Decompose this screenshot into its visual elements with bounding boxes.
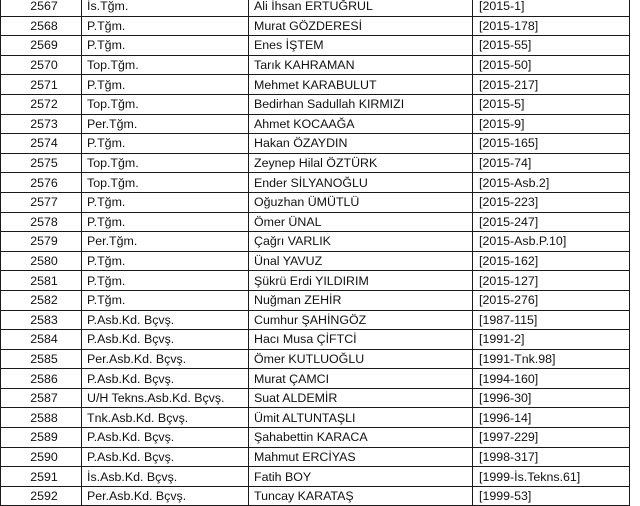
rank-cell: P.Asb.Kd. Bçvş.: [82, 310, 249, 330]
personnel-table-body: [1, 0, 630, 506]
row-number-cell: 2591: [1, 467, 82, 487]
rank-cell: İs.Tğm.: [82, 0, 249, 16]
table-row: [1, 467, 630, 487]
table-row: [1, 114, 630, 134]
row-number-cell: 2592: [1, 486, 82, 506]
rank-cell: P.Tğm.: [82, 16, 249, 36]
full-name-cell: Tarık KAHRAMAN: [249, 55, 473, 75]
table-row: [1, 134, 630, 154]
rank-cell: Tnk.Asb.Kd. Bçvş.: [82, 408, 249, 428]
rank-cell: İs.Asb.Kd. Bçvş.: [82, 467, 249, 487]
full-name-cell: Ender SİLYANOĞLU: [249, 173, 473, 193]
table-row: [1, 349, 630, 369]
table-row: [1, 251, 630, 271]
table-row: [1, 428, 630, 448]
rank-cell: Per.Asb.Kd. Bçvş.: [82, 486, 249, 506]
rank-cell: Per.Tğm.: [82, 232, 249, 252]
row-number-cell: 2574: [1, 134, 82, 154]
full-name-cell: Mahmut ERCİYAS: [249, 447, 473, 467]
full-name-cell: Ömer ÜNAL: [249, 212, 473, 232]
full-name-cell: Ahmet KOCAAĞA: [249, 114, 473, 134]
rank-cell: P.Asb.Kd. Bçvş.: [82, 330, 249, 350]
rank-cell: P.Asb.Kd. Bçvş.: [82, 428, 249, 448]
row-number-cell: 2576: [1, 173, 82, 193]
rank-cell: Per.Asb.Kd. Bçvş.: [82, 349, 249, 369]
table-row: [1, 310, 630, 330]
full-name-cell: Suat ALDEMİR: [249, 388, 473, 408]
row-number-cell: 2573: [1, 114, 82, 134]
full-name-cell: Enes İŞTEM: [249, 36, 473, 56]
registry-code-cell: [2015-276]: [473, 290, 630, 310]
registry-code-cell: [2015-9]: [473, 114, 630, 134]
full-name-cell: Şahabettin KARACA: [249, 428, 473, 448]
registry-code-cell: [2015-50]: [473, 55, 630, 75]
rank-cell: Top.Tğm.: [82, 173, 249, 193]
table-row: [1, 192, 630, 212]
row-number-cell: 2578: [1, 212, 82, 232]
row-number-cell: 2584: [1, 330, 82, 350]
table-row: [1, 16, 630, 36]
row-number-cell: 2588: [1, 408, 82, 428]
table-row: [1, 369, 630, 389]
row-number-cell: 2580: [1, 251, 82, 271]
rank-cell: P.Tğm.: [82, 134, 249, 154]
rank-cell: P.Tğm.: [82, 290, 249, 310]
row-number-cell: 2568: [1, 16, 82, 36]
table-row: [1, 486, 630, 506]
rank-cell: P.Asb.Kd. Bçvş.: [82, 369, 249, 389]
row-number-cell: 2583: [1, 310, 82, 330]
row-number-cell: 2579: [1, 232, 82, 252]
full-name-cell: Zeynep Hilal ÖZTÜRK: [249, 153, 473, 173]
rank-cell: P.Asb.Kd. Bçvş.: [82, 447, 249, 467]
full-name-cell: Mehmet KARABULUT: [249, 75, 473, 95]
rank-cell: Top.Tğm.: [82, 94, 249, 114]
row-number-cell: 2589: [1, 428, 82, 448]
registry-code-cell: [1991-Tnk.98]: [473, 349, 630, 369]
table-row: [1, 290, 630, 310]
row-number-cell: 2587: [1, 388, 82, 408]
table-row: [1, 36, 630, 56]
row-number-cell: 2575: [1, 153, 82, 173]
registry-code-cell: [2015-1]: [473, 0, 630, 16]
registry-code-cell: [2015-217]: [473, 75, 630, 95]
registry-code-cell: [1987-115]: [473, 310, 630, 330]
rank-cell: Top.Tğm.: [82, 153, 249, 173]
registry-code-cell: [1991-2]: [473, 330, 630, 350]
full-name-cell: Tuncay KARATAŞ: [249, 486, 473, 506]
row-number-cell: 2572: [1, 94, 82, 114]
table-row: [1, 75, 630, 95]
table-row: [1, 232, 630, 252]
table-row: [1, 153, 630, 173]
table-row: [1, 212, 630, 232]
registry-code-cell: [2015-5]: [473, 94, 630, 114]
table-row: [1, 94, 630, 114]
registry-code-cell: [1994-160]: [473, 369, 630, 389]
row-number-cell: 2570: [1, 55, 82, 75]
table-row: [1, 447, 630, 467]
row-number-cell: 2577: [1, 192, 82, 212]
rank-cell: P.Tğm.: [82, 251, 249, 271]
full-name-cell: Oğuzhan ÜMÜTLÜ: [249, 192, 473, 212]
rank-cell: Per.Tğm.: [82, 114, 249, 134]
full-name-cell: Murat ÇAMCI: [249, 369, 473, 389]
table-row: [1, 55, 630, 75]
table-row: [1, 173, 630, 193]
row-number-cell: 2569: [1, 36, 82, 56]
rank-cell: U/H Tekns.Asb.Kd. Bçvş.: [82, 388, 249, 408]
full-name-cell: Murat GÖZDERESİ: [249, 16, 473, 36]
rank-cell: P.Tğm.: [82, 75, 249, 95]
rank-cell: Top.Tğm.: [82, 55, 249, 75]
full-name-cell: Hacı Musa ÇİFTCİ: [249, 330, 473, 350]
rank-cell: P.Tğm.: [82, 192, 249, 212]
registry-code-cell: [2015-Asb.2]: [473, 173, 630, 193]
rank-cell: P.Tğm.: [82, 212, 249, 232]
registry-code-cell: [2015-178]: [473, 16, 630, 36]
full-name-cell: Fatih BOY: [249, 467, 473, 487]
table-row: [1, 388, 630, 408]
row-number-cell: 2586: [1, 369, 82, 389]
row-number-cell: 2567: [1, 0, 82, 16]
full-name-cell: Cumhur ŞAHİNGÖZ: [249, 310, 473, 330]
registry-code-cell: [1999-53]: [473, 486, 630, 506]
full-name-cell: Şükrü Erdi YILDIRIM: [249, 271, 473, 291]
table-row: [1, 0, 630, 16]
rank-cell: P.Tğm.: [82, 36, 249, 56]
full-name-cell: Hakan ÖZAYDIN: [249, 134, 473, 154]
registry-code-cell: [2015-Asb.P.10]: [473, 232, 630, 252]
registry-code-cell: [2015-127]: [473, 271, 630, 291]
rank-cell: P.Tğm.: [82, 271, 249, 291]
full-name-cell: Bedirhan Sadullah KIRMIZI: [249, 94, 473, 114]
registry-code-cell: [2015-74]: [473, 153, 630, 173]
registry-code-cell: [2015-223]: [473, 192, 630, 212]
table-row: [1, 330, 630, 350]
table-row: [1, 408, 630, 428]
table-row: [1, 271, 630, 291]
registry-code-cell: [2015-55]: [473, 36, 630, 56]
registry-code-cell: [2015-165]: [473, 134, 630, 154]
registry-code-cell: [1998-317]: [473, 447, 630, 467]
row-number-cell: 2585: [1, 349, 82, 369]
registry-code-cell: [2015-247]: [473, 212, 630, 232]
registry-code-cell: [1996-30]: [473, 388, 630, 408]
registry-code-cell: [2015-162]: [473, 251, 630, 271]
full-name-cell: Ömer KUTLUOĞLU: [249, 349, 473, 369]
row-number-cell: 2571: [1, 75, 82, 95]
full-name-cell: Nuğman ZEHİR: [249, 290, 473, 310]
row-number-cell: 2590: [1, 447, 82, 467]
full-name-cell: Ünal YAVUZ: [249, 251, 473, 271]
registry-code-cell: [1999-İs.Tekns.61]: [473, 467, 630, 487]
row-number-cell: 2582: [1, 290, 82, 310]
registry-code-cell: [1996-14]: [473, 408, 630, 428]
full-name-cell: Ali İhsan ERTUĞRUL: [249, 0, 473, 16]
full-name-cell: Ümit ALTUNTAŞLI: [249, 408, 473, 428]
registry-code-cell: [1997-229]: [473, 428, 630, 448]
full-name-cell: Çağrı VARLIK: [249, 232, 473, 252]
row-number-cell: 2581: [1, 271, 82, 291]
